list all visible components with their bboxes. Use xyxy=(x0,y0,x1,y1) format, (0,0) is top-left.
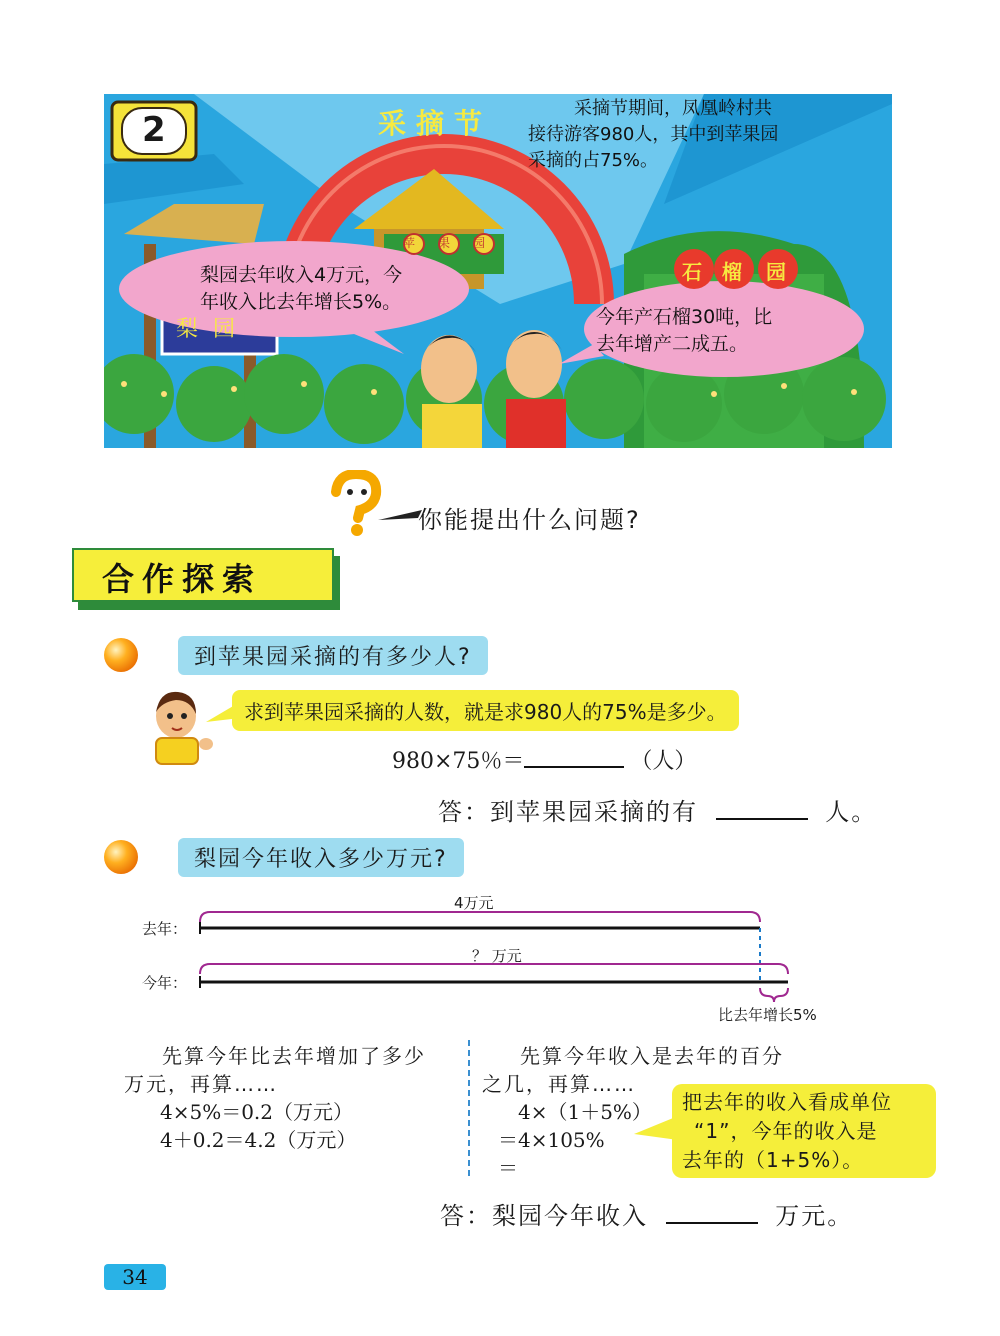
calc-line: 4×5%＝0.2（万元） xyxy=(160,1100,354,1124)
answer-blank[interactable] xyxy=(666,1202,758,1224)
prompt-text: 你能提出什么问题? xyxy=(418,506,641,534)
answer-prefix: 答：梨园今年收入 xyxy=(440,1202,648,1230)
page-number: 34 xyxy=(104,1264,166,1290)
calc-line: 4×（1＋5%） xyxy=(518,1100,652,1124)
harvest-festival-illustration xyxy=(104,94,892,448)
last-year-value: 4万元 xyxy=(454,894,494,912)
info-line: 采摘节期间，凤凰岭村共 xyxy=(574,98,772,119)
apple-gate-char: 苹 xyxy=(403,236,416,250)
q1-answer xyxy=(438,792,877,827)
method-left-text xyxy=(124,1042,426,1098)
answer-suffix: 万元。 xyxy=(775,1202,854,1230)
question-mark-icon xyxy=(326,470,426,540)
festival-sign: 采摘节 xyxy=(378,107,493,140)
bubble-line: 年收入比去年增长5%。 xyxy=(200,291,402,313)
calc-line: ＝4×105% xyxy=(498,1128,605,1152)
calc-line: 4＋0.2＝4.2（万元） xyxy=(160,1128,357,1152)
pear-speech-bubble xyxy=(200,262,402,316)
pomegranate-gate-char: 园 xyxy=(766,260,786,284)
answer-blank[interactable] xyxy=(524,746,624,768)
method-divider xyxy=(468,1040,470,1176)
section-banner xyxy=(72,548,340,610)
hint-line: 把去年的收入看成单位 xyxy=(682,1090,892,1114)
answer-prefix: 答：到苹果园采摘的有 xyxy=(438,798,698,826)
this-year-label: 今年： xyxy=(142,974,188,992)
hint-line: “1”，今年的收入是 xyxy=(694,1119,878,1143)
q2-hint-text xyxy=(682,1088,892,1175)
hint-line: 去年的（1+5%）。 xyxy=(682,1148,864,1172)
info-line: 采摘的占75%。 xyxy=(528,150,659,171)
method-left-calc xyxy=(160,1098,356,1154)
method-right-calc xyxy=(498,1098,652,1182)
pomegranate-gate-char: 榴 xyxy=(722,260,742,284)
method-line: 先算今年比去年增加了多少 xyxy=(162,1044,426,1068)
info-line: 接待游客980人，其中到苹果园 xyxy=(528,124,779,145)
bullet-orb-icon xyxy=(104,638,138,672)
apple-gate-char: 园 xyxy=(473,236,486,250)
pomegranate-speech-bubble xyxy=(596,304,772,358)
info-text xyxy=(528,96,778,174)
q1-formula xyxy=(392,744,696,775)
bubble-line: 今年产石榴30吨，比 xyxy=(596,306,773,328)
increase-label: 比去年增长5% xyxy=(718,1006,817,1024)
formula-unit: （人） xyxy=(630,749,697,774)
q1-hint: 求到苹果园采摘的人数，就是求980人的75%是多少。 xyxy=(232,690,739,731)
apple-gate-char: 果 xyxy=(438,236,451,250)
bullet-orb-icon xyxy=(104,840,138,874)
answer-suffix: 人。 xyxy=(825,798,878,826)
pomegranate-gate-char: 石 xyxy=(682,260,702,284)
q2-answer xyxy=(440,1196,853,1231)
section-title: 合作探索 xyxy=(102,560,263,598)
method-line: 先算今年收入是去年的百分 xyxy=(520,1044,784,1068)
method-line: 之几，再算…… xyxy=(482,1072,636,1096)
last-year-label: 去年： xyxy=(142,920,188,938)
pear-orchard-sign: 梨 园 xyxy=(176,317,239,342)
method-line: 万元，再算…… xyxy=(124,1072,278,1096)
question-2: 梨园今年收入多少万元? xyxy=(178,838,464,877)
calc-line: ＝ xyxy=(498,1156,518,1180)
answer-blank[interactable] xyxy=(716,798,808,820)
q2-hint xyxy=(672,1084,936,1178)
lesson-badge-number: 2 xyxy=(142,110,166,150)
formula-expression: 980×75％＝ xyxy=(392,749,525,774)
this-year-value: ？ 万元 xyxy=(472,947,522,965)
bubble-line: 梨园去年收入4万元，今 xyxy=(200,264,403,286)
question-1: 到苹果园采摘的有多少人? xyxy=(178,636,488,675)
bubble-line: 去年增产二成五。 xyxy=(596,333,749,355)
